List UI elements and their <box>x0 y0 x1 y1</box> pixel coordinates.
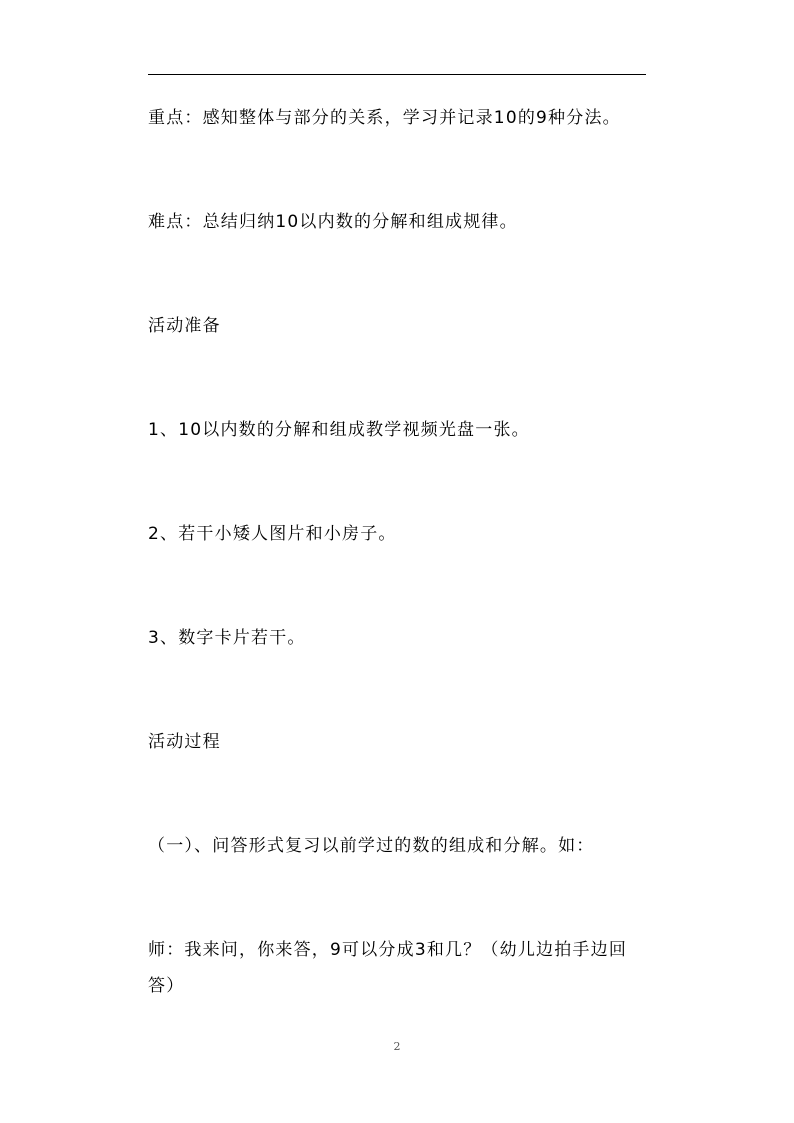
preparation-heading: 活动准备 <box>148 316 221 336</box>
preparation-item-2: 2、若干小矮人图片和小房子。 <box>148 524 397 544</box>
header-rule <box>148 74 646 75</box>
teacher-dialogue: 师：我来问，你来答，9可以分成3和几？（幼儿边拍手边回答） <box>148 940 628 996</box>
preparation-item-3: 3、数字卡片若干。 <box>148 628 306 648</box>
key-point-paragraph: 重点：感知整体与部分的关系，学习并记录10的9种分法。 <box>148 108 621 128</box>
difficulty-paragraph: 难点：总结归纳10以内数的分解和组成规律。 <box>148 212 518 232</box>
preparation-item-1: 1、10以内数的分解和组成教学视频光盘一张。 <box>148 420 530 440</box>
process-heading: 活动过程 <box>148 732 221 752</box>
page-number: 2 <box>393 1040 401 1053</box>
process-step-1: （一）、问答形式复习以前学过的数的组成和分解。如： <box>148 836 595 856</box>
